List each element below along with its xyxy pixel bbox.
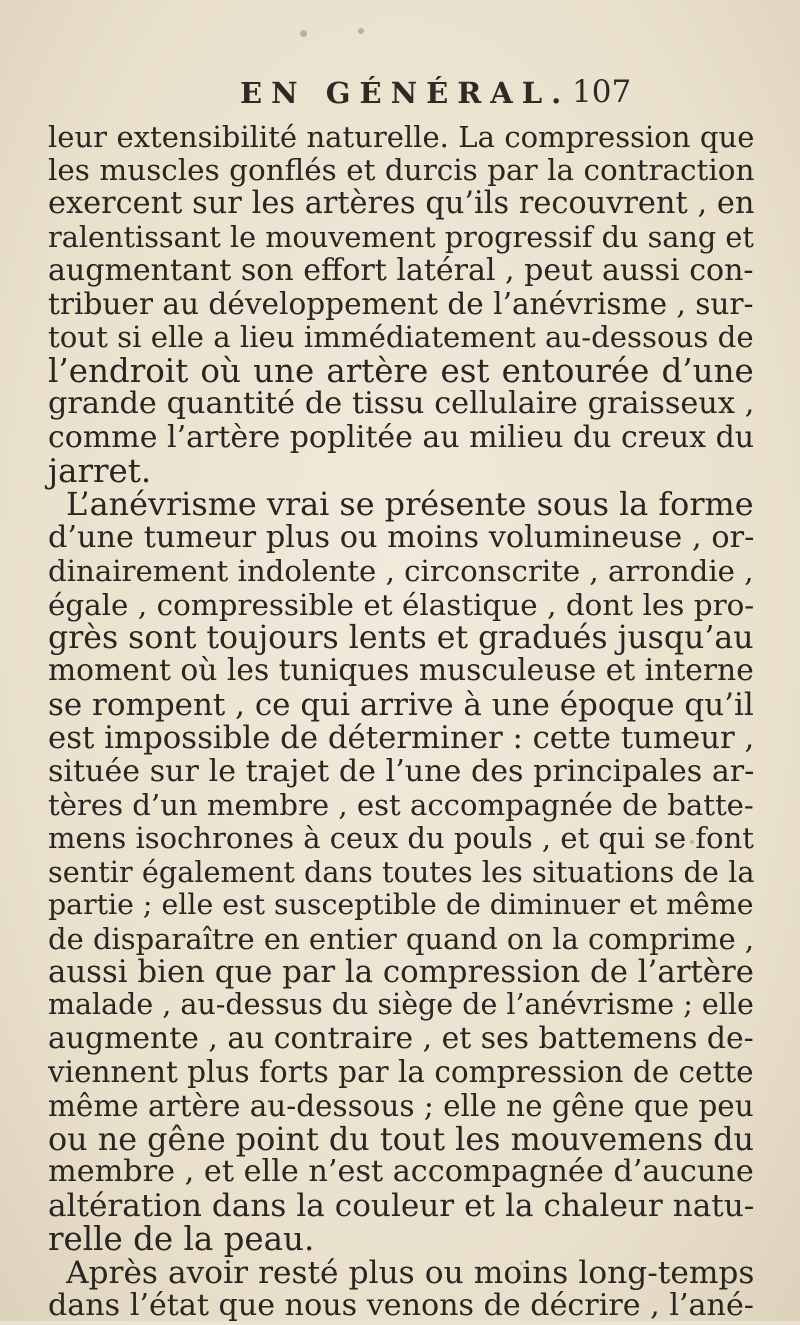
text-line: l’endroit où une artère est entourée d’une bbox=[48, 351, 754, 390]
text-line: dinairement indolente , circonscrite , arrondie , bbox=[48, 554, 754, 589]
running-head: EN GÉNÉRAL. bbox=[240, 76, 571, 110]
text-line: se rompent , ce qui arrive à une époque qu’il bbox=[48, 686, 754, 723]
text-line: L’anévrisme vrai se présente sous la forme bbox=[66, 485, 754, 524]
text-line: ralentissant le mouvement progressif du sang et bbox=[48, 220, 754, 255]
text-line: d’une tumeur plus ou moins volumineuse , or- bbox=[48, 519, 755, 555]
text-line: jarret. bbox=[48, 452, 152, 490]
text-line: altération dans la couleur et la chaleur natu- bbox=[48, 1187, 755, 1224]
text-line: tout si elle a lieu immédiatement au-dessous de bbox=[48, 320, 754, 355]
text-line: est impossible de déterminer : cette tumeur , bbox=[48, 720, 755, 757]
text-line: située sur le trajet de l’une des principales ar- bbox=[48, 753, 755, 789]
page-number: 107 bbox=[572, 74, 632, 110]
text-line: exercent sur les artères qu’ils recouvrent , en bbox=[48, 185, 755, 221]
text-line: égale , compressible et élastique , dont les pro- bbox=[48, 587, 755, 622]
text-line: dans l’état que nous venons de décrire , l’ané- bbox=[48, 1288, 754, 1323]
text-line: Après avoir resté plus ou moins long-temps bbox=[66, 1254, 755, 1291]
page-header bbox=[0, 72, 800, 112]
text-line: partie ; elle est susceptible de diminuer et même bbox=[48, 888, 754, 922]
text-line: tribuer au développement de l’anévrisme , sur- bbox=[48, 287, 754, 321]
text-line: comme l’artère poplitée au milieu du creux du bbox=[48, 419, 755, 455]
text-line: tères d’un membre , est accompagnée de batte- bbox=[48, 788, 754, 822]
text-line: relle de la peau. bbox=[48, 1220, 315, 1259]
text-line: augmentant son effort latéral , peut aussi con- bbox=[48, 252, 754, 288]
text-line: grès sont toujours lents et gradués jusqu’au bbox=[48, 620, 754, 656]
text-line: membre , et elle n’est accompagnée d’aucune bbox=[48, 1154, 754, 1190]
text-line: mens isochrones à ceux du pouls , et qui se font bbox=[48, 821, 754, 856]
text-line: de disparaître en entier quand on la comprime , bbox=[48, 921, 755, 956]
text-line: ou ne gêne point du tout les mouvemens du bbox=[48, 1120, 754, 1158]
text-line: augmente , au contraire , et ses battemens de- bbox=[48, 1020, 754, 1056]
text-line: leur extensibilité naturelle. La compression que bbox=[48, 120, 755, 154]
text-line: moment où les tuniques musculeuse et interne bbox=[48, 653, 754, 689]
text-line: aussi bien que par la compression de l’artère bbox=[48, 954, 754, 990]
text-line: grande quantité de tissu cellulaire graisseux , bbox=[48, 386, 755, 422]
text-line: les muscles gonflés et durcis par la contraction bbox=[48, 153, 755, 188]
text-line: même artère au-dessous ; elle ne gêne que peu bbox=[48, 1088, 754, 1123]
text-line: malade , au-dessus du siège de l’anévrisme ; elle bbox=[48, 988, 754, 1022]
text-line: sentir également dans toutes les situations de la bbox=[48, 854, 755, 889]
text-line: viennent plus forts par la compression de cette bbox=[48, 1055, 754, 1090]
